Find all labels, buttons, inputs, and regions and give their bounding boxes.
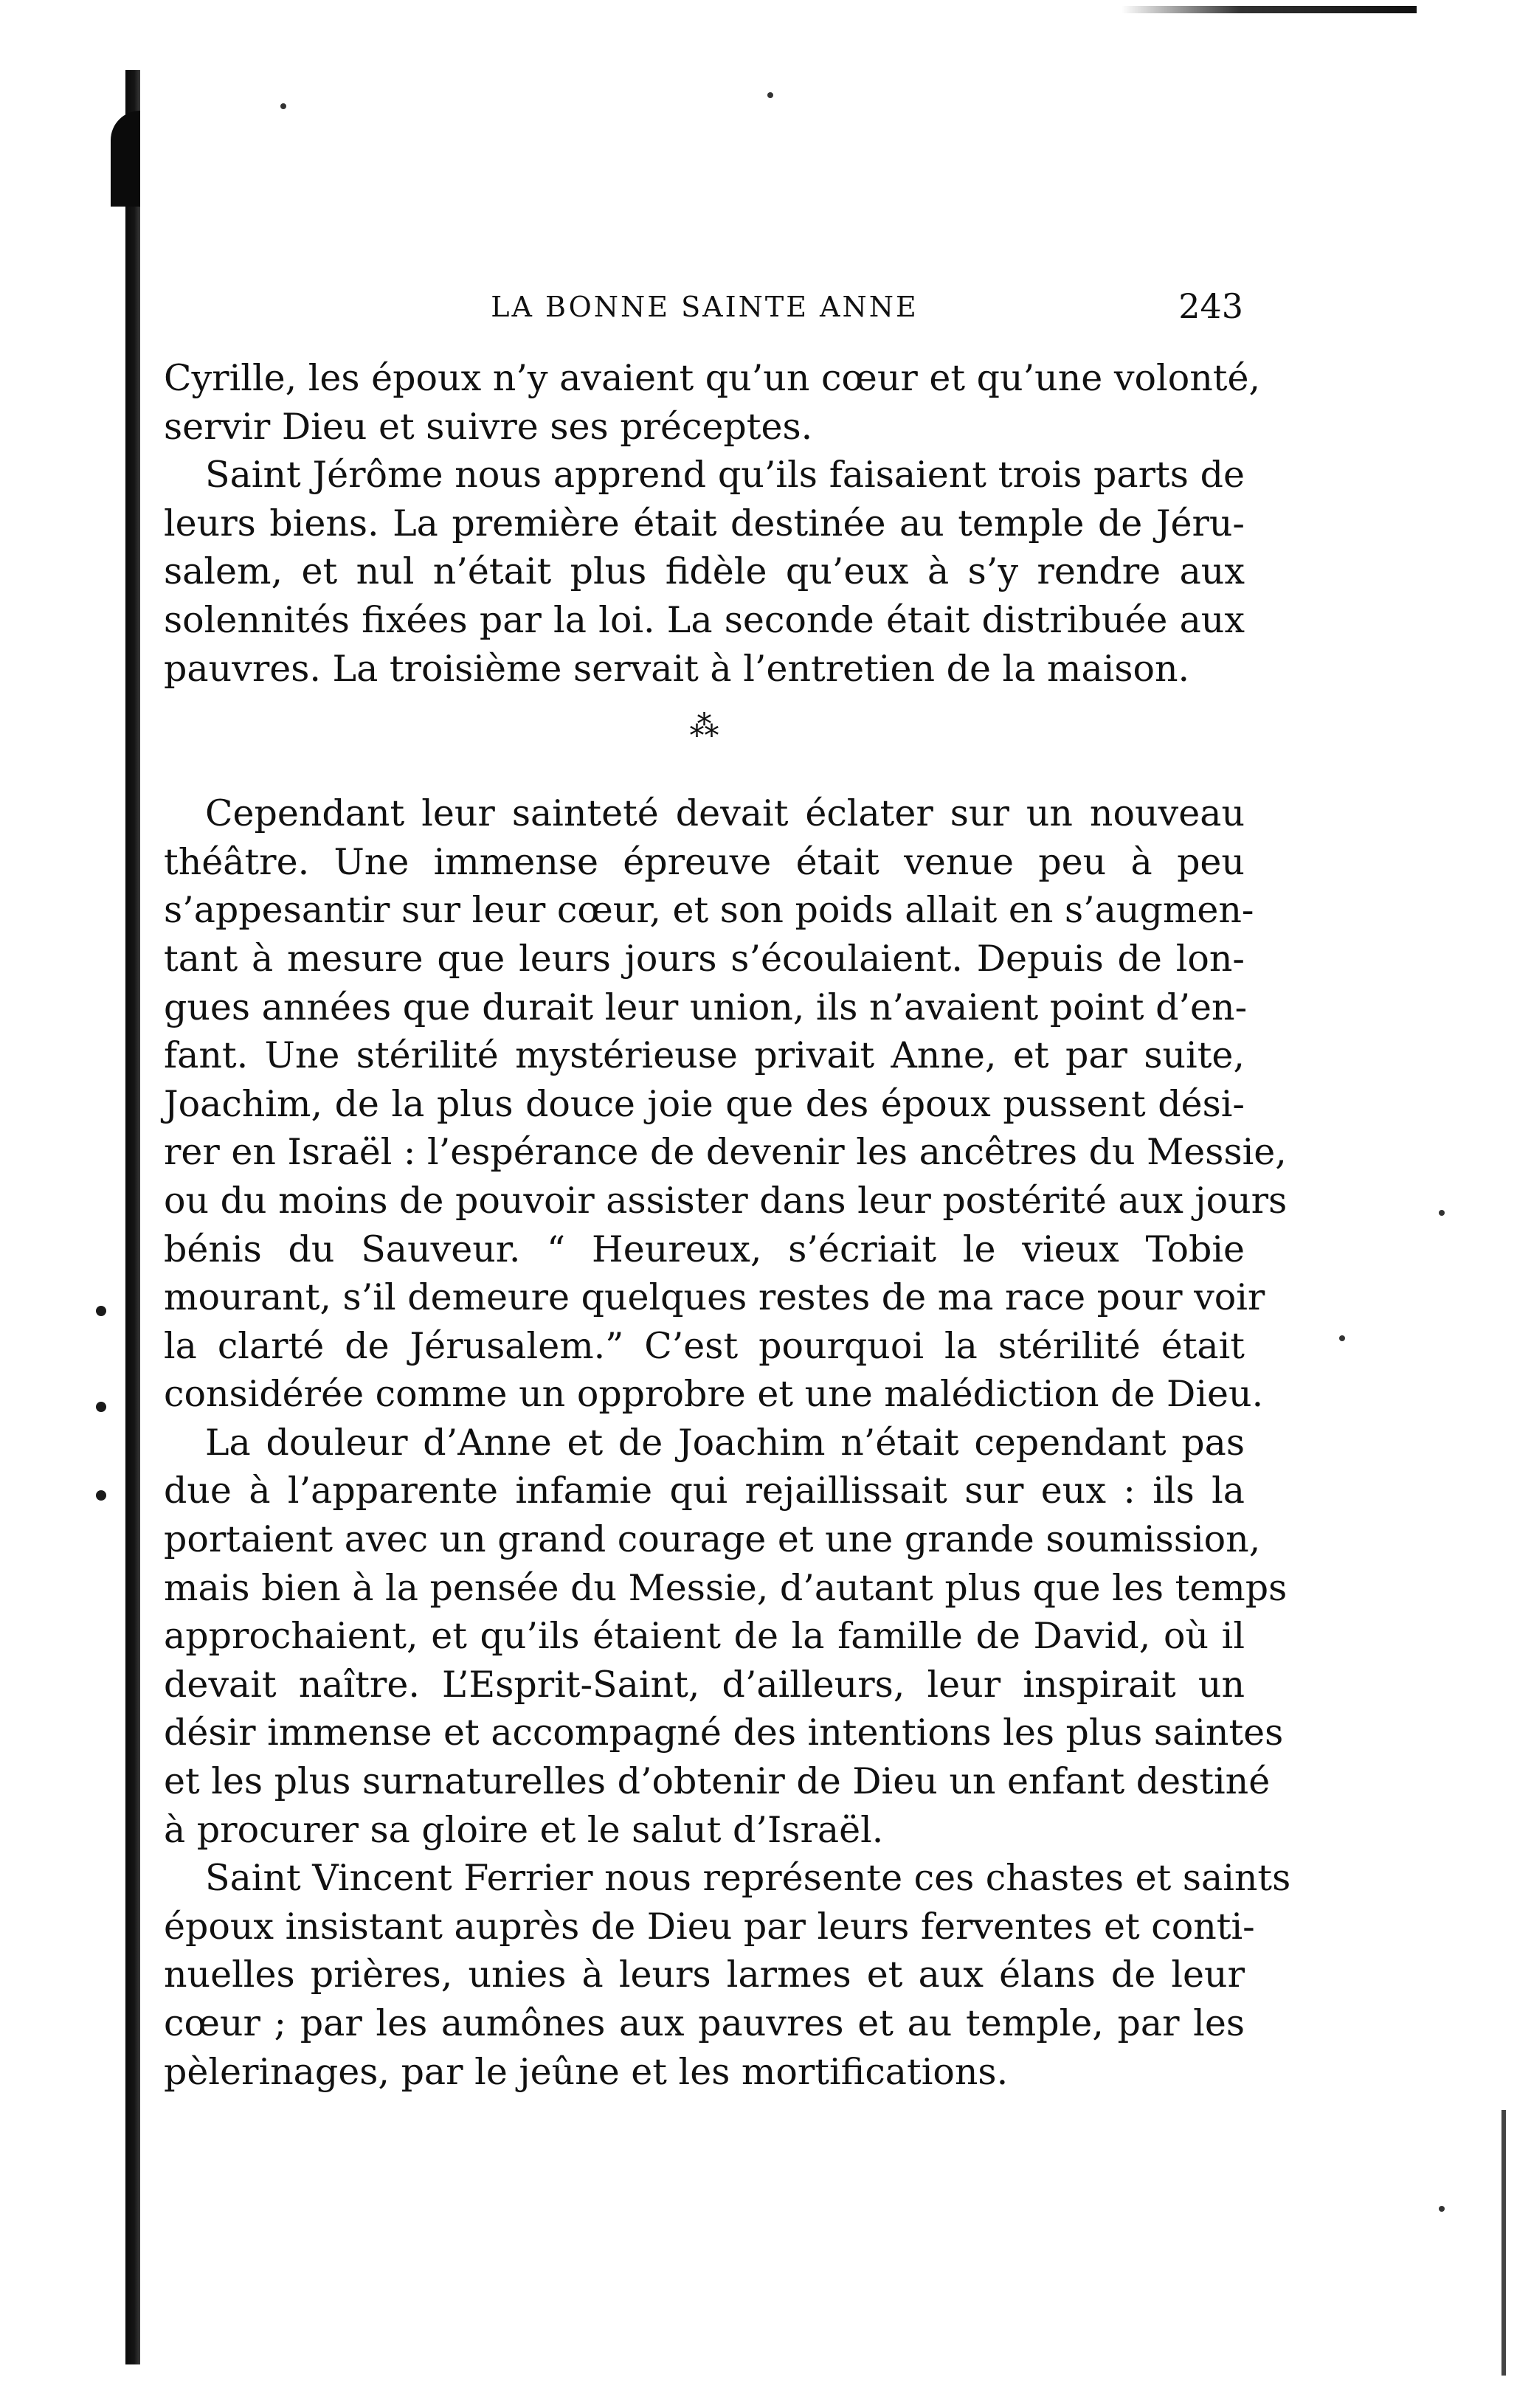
text-line: solennités fixées par la loi. La seconde était distribuée aux xyxy=(164,598,1245,641)
text-line: tant à mesure que leurs jours s’écoulaient. Depuis de lon- xyxy=(164,937,1245,980)
text-line: fant. Une stérilité mystérieuse privait Anne, et par suite, xyxy=(164,1034,1245,1077)
text-line: approchaient, et qu’ils étaient de la famille de David, où il xyxy=(164,1615,1245,1658)
text-line: mourant, s’il demeure quelques restes de ma race pour voir xyxy=(164,1276,1265,1319)
body-text xyxy=(164,354,1291,2096)
text-line: Saint Jérôme nous apprend qu’ils faisaient trois parts de xyxy=(205,454,1245,497)
text-line: Saint Vincent Ferrier nous représente ces chastes et saints xyxy=(205,1857,1291,1900)
text-line: théâtre. Une immense épreuve était venue peu à peu xyxy=(164,840,1245,883)
section-asterism xyxy=(164,693,1245,789)
text-line: portaient avec un grand courage et une grande soumission, xyxy=(164,1518,1261,1561)
text-line: pauvres. La troisième servait à l’entretien de la maison. xyxy=(164,647,1190,690)
text-line: ou du moins de pouvoir assister dans leur postérité aux jours xyxy=(164,1179,1288,1222)
text-line: salem, et nul n’était plus fidèle qu’eux à s’y rendre aux xyxy=(164,550,1245,593)
text-line: Cyrille, les époux n’y avaient qu’un cœur et qu’une volonté, xyxy=(164,357,1261,399)
text-line: due à l’apparente infamie qui rejaillissait sur eux : ils la xyxy=(164,1470,1245,1512)
text-line: mais bien à la pensée du Messie, d’autant plus que les temps xyxy=(164,1566,1288,1609)
text-line: La douleur d’Anne et de Joachim n’était cependant pas xyxy=(205,1421,1245,1464)
text-line: devait naître. L’Esprit-Saint, d’ailleurs, leur inspirait un xyxy=(164,1663,1245,1706)
text-line: rer en Israël : l’espérance de devenir les ancêtres du Messie, xyxy=(164,1131,1287,1174)
text-line: servir Dieu et suivre ses préceptes. xyxy=(164,405,813,448)
text-line: s’appesantir sur leur cœur, et son poids allait en s’augmen- xyxy=(164,889,1254,932)
text-line: considérée comme un opprobre et une malédiction de Dieu. xyxy=(164,1373,1264,1416)
text-line: gues années que durait leur union, ils n’avaient point d’en- xyxy=(164,986,1248,1028)
running-head xyxy=(166,286,1243,338)
text-line: Cependant leur sainteté devait éclater sur un nouveau xyxy=(205,792,1245,835)
text-line: époux insistant auprès de Dieu par leurs ferventes et conti- xyxy=(164,1905,1255,1948)
text-line: à procurer sa gloire et le salut d’Israël. xyxy=(164,1808,884,1851)
text-line: et les plus surnaturelles d’obtenir de Dieu un enfant destiné xyxy=(164,1760,1271,1803)
text-line: cœur ; par les aumônes aux pauvres et au temple, par les xyxy=(164,2002,1245,2044)
text-line: la clarté de Jérusalem.” C’est pourquoi la stérilité était xyxy=(164,1324,1245,1367)
text-line: leurs biens. La première était destinée au temple de Jéru- xyxy=(164,502,1245,544)
text-line: pèlerinages, par le jeûne et les mortifications. xyxy=(164,2050,1009,2093)
asterism-glyph: ⁂ xyxy=(689,710,719,744)
page-number: 243 xyxy=(1178,286,1243,326)
running-title: LA BONNE SAINTE ANNE xyxy=(491,291,919,323)
text-line: bénis du Sauveur. “ Heureux, s’écriait le vieux Tobie xyxy=(164,1228,1245,1270)
text-line: désir immense et accompagné des intentions les plus saintes xyxy=(164,1712,1284,1754)
text-line: Joachim, de la plus douce joie que des époux pussent dési- xyxy=(164,1082,1245,1125)
text-line: nuelles prières, unies à leurs larmes et aux élans de leur xyxy=(164,1954,1245,1996)
